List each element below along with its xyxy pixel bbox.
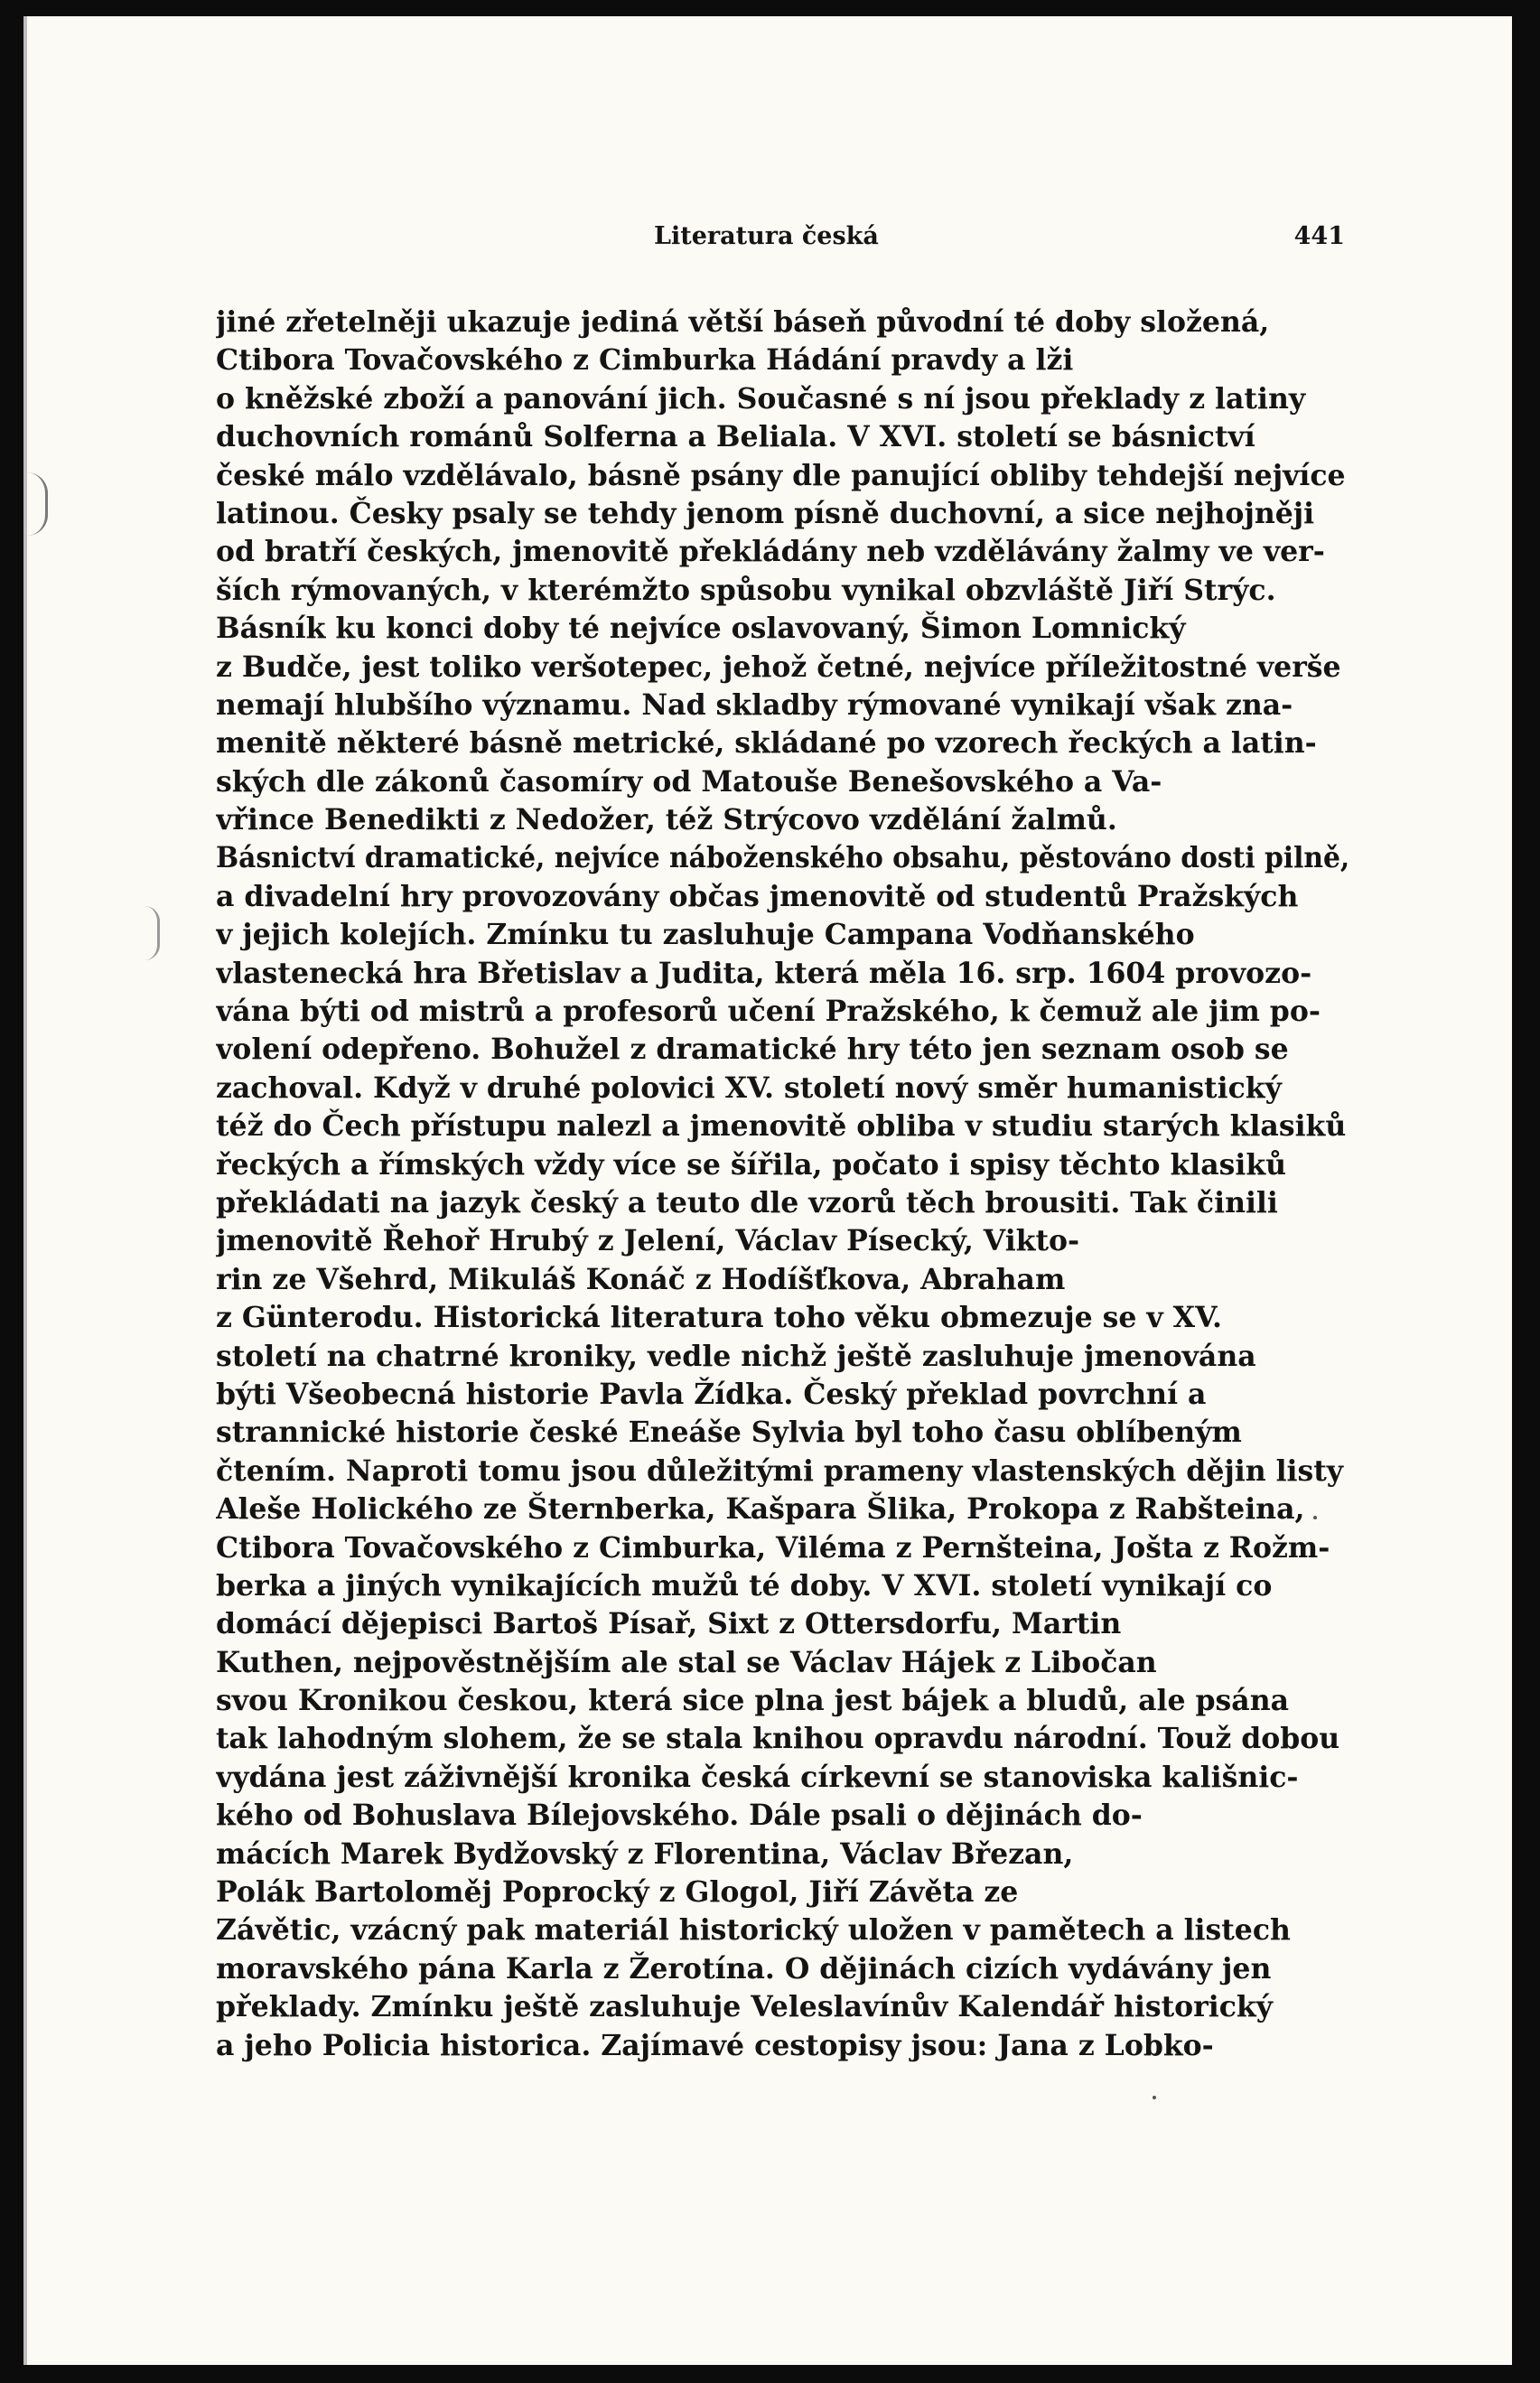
text-line: ských dle zákonů časomíry od Matouše Benešovského a Va- xyxy=(216,764,1162,799)
text-line: jmenovitě Řehoř Hrubý z Jelení, Václav Písecký, Vikto- xyxy=(216,1224,1080,1258)
text-line: volení odepřeno. Bohužel z dramatické hry této jen seznam osob se xyxy=(216,1033,1289,1067)
text-line: vlastenecká hra Břetislav a Judita, která měla 16. srp. 1604 provozo- xyxy=(216,956,1312,990)
text-line: z Budče, jest toliko veršotepec, jehož četné, nejvíce příležitostné verše xyxy=(216,649,1341,684)
text-line: domácí dějepisci Bartoš Písař, Sixt z Ottersdorfu, Martin xyxy=(216,1607,1122,1641)
text-line: tak lahodným slohem, že se stala knihou opravdu národní. Touž dobou xyxy=(216,1722,1340,1756)
text-line: Kuthen, nejpověstnějším ale stal se Václav Hájek z Libočan xyxy=(216,1645,1157,1679)
text-line: vřince Benedikti z Nedožer, též Strýcovo vzdělání žalmů. xyxy=(216,803,1117,837)
text-line: menitě některé básně metrické, skládané po vzorech řeckých a latin- xyxy=(216,726,1317,761)
text-line: o kněžské zboží a panování jich. Současné s ní jsou překlady z latiny xyxy=(216,381,1306,416)
margin-mark xyxy=(27,472,48,536)
text-line: Aleše Holického ze Šternberka, Kašpara Šlika, Prokopa z Rabšteina, xyxy=(216,1492,1305,1527)
text-line: české málo vzdělávalo, básně psány dle panující obliby tehdejší nejvíce xyxy=(216,458,1346,492)
text-line: století na chatrné kroniky, vedle nichž ještě zasluhuje jmenována xyxy=(216,1339,1256,1373)
text-line: Básník ku konci doby té nejvíce oslavovaný, Šimon Lomnický xyxy=(216,612,1186,646)
text-line: jiné zřetelněji ukazuje jediná větší báseň původní té doby složená, xyxy=(216,305,1270,339)
text-line: Básnictví dramatické, nejvíce náboženského obsahu, pěstováno dosti pilně, xyxy=(216,841,1349,875)
text-line: též do Čech přístupu nalezl a jmenovitě obliba v studiu starých klasiků xyxy=(216,1109,1347,1144)
text-line: v jejich kolejích. Zmínku tu zasluhuje Campana Vodňanského xyxy=(216,918,1195,952)
text-line: rin ze Všehrd, Mikuláš Konáč z Hodíšťkova, Abraham xyxy=(216,1262,1066,1296)
text-line: Ctibora Tovačovského z Cimburka Hádání pravdy a lži xyxy=(216,343,1074,378)
text-line: Ctibora Tovačovského z Cimburka, Viléma z Pernšteina, Jošta z Rožm- xyxy=(216,1530,1330,1565)
text-line: nemají hlubšího významu. Nad skladby rýmované vynikají však zna- xyxy=(216,687,1293,722)
text-line: Závětic, vzácný pak materiál historický uložen v pamětech a listech xyxy=(216,1913,1291,1948)
text-line: vána býti od mistrů a profesorů učení Pražského, k čemuž ale jim po- xyxy=(216,995,1321,1029)
text-line: duchovních románů Solferna a Beliala. V XVI. století se básnictví xyxy=(216,420,1255,454)
text-line: latinou. Česky psaly se tehdy jenom písně duchovní, a sice nejhojněji xyxy=(216,496,1315,530)
text-line: svou Kronikou českou, která sice plna jest bájek a bludů, ale psána xyxy=(216,1684,1290,1718)
text-line: překládati na jazyk český a teuto dle vzorů těch brousiti. Tak činili xyxy=(216,1185,1278,1220)
running-header xyxy=(27,222,1512,258)
text-line: býti Všeobecná historie Pavla Žídka. Český překlad povrchní a xyxy=(216,1377,1207,1411)
text-line: strannické historie české Eneáše Sylvia byl toho času oblíbeným xyxy=(216,1416,1242,1450)
text-line: ších rýmovaných, v kterémžto spůsobu vynikal obzvláště Jiří Strýc. xyxy=(216,573,1276,607)
text-line: berka a jiných vynikajících mužů té doby. V XVI. století vynikají co xyxy=(216,1568,1273,1603)
text-line: moravského pána Karla z Žerotína. O dějinách cizích vydávány jen xyxy=(216,1951,1272,1986)
text-line: od bratří českých, jmenovitě překládány neb vzdělávány žalmy ve ver- xyxy=(216,535,1325,569)
page-number: 441 xyxy=(1293,222,1345,250)
text-line: kého od Bohuslava Bílejovského. Dále psali o dějinách do- xyxy=(216,1799,1143,1833)
text-line: překlady. Zmínku ještě zasluhuje Veleslavínův Kalendář historický xyxy=(216,1990,1274,2024)
text-line: čtením. Naproti tomu jsou důležitými prameny vlastenských dějin listy xyxy=(216,1453,1344,1488)
book-page xyxy=(23,16,1512,2365)
page-title: Literatura česká xyxy=(654,222,879,250)
text-line: mácích Marek Bydžovský z Florentina, Václav Březan, xyxy=(216,1836,1074,1871)
text-line: Polák Bartoloměj Poprocký z Glogol, Jiří Závěta ze xyxy=(216,1875,1019,1910)
body-text xyxy=(216,304,1349,2065)
text-line: zachoval. Když v druhé polovici XV. století nový směr humanistický xyxy=(216,1070,1282,1105)
text-line: a jeho Policia historica. Zajímavé cestopisy jsou: Jana z Lobko- xyxy=(216,2028,1214,2062)
text-line: vydána jest záživnější kronika česká církevní se stanoviska kališnic- xyxy=(216,1760,1299,1794)
margin-dot xyxy=(1153,2096,1156,2099)
text-line: a divadelní hry provozovány občas jmenovitě od studentů Pražských xyxy=(216,879,1299,913)
text-line: řeckých a římských vždy více se šířila, počato i spisy těchto klasiků xyxy=(216,1147,1287,1182)
text-line: z Günterodu. Historická literatura toho věku obmezuje se v XV. xyxy=(216,1301,1222,1335)
margin-mark xyxy=(145,906,160,960)
